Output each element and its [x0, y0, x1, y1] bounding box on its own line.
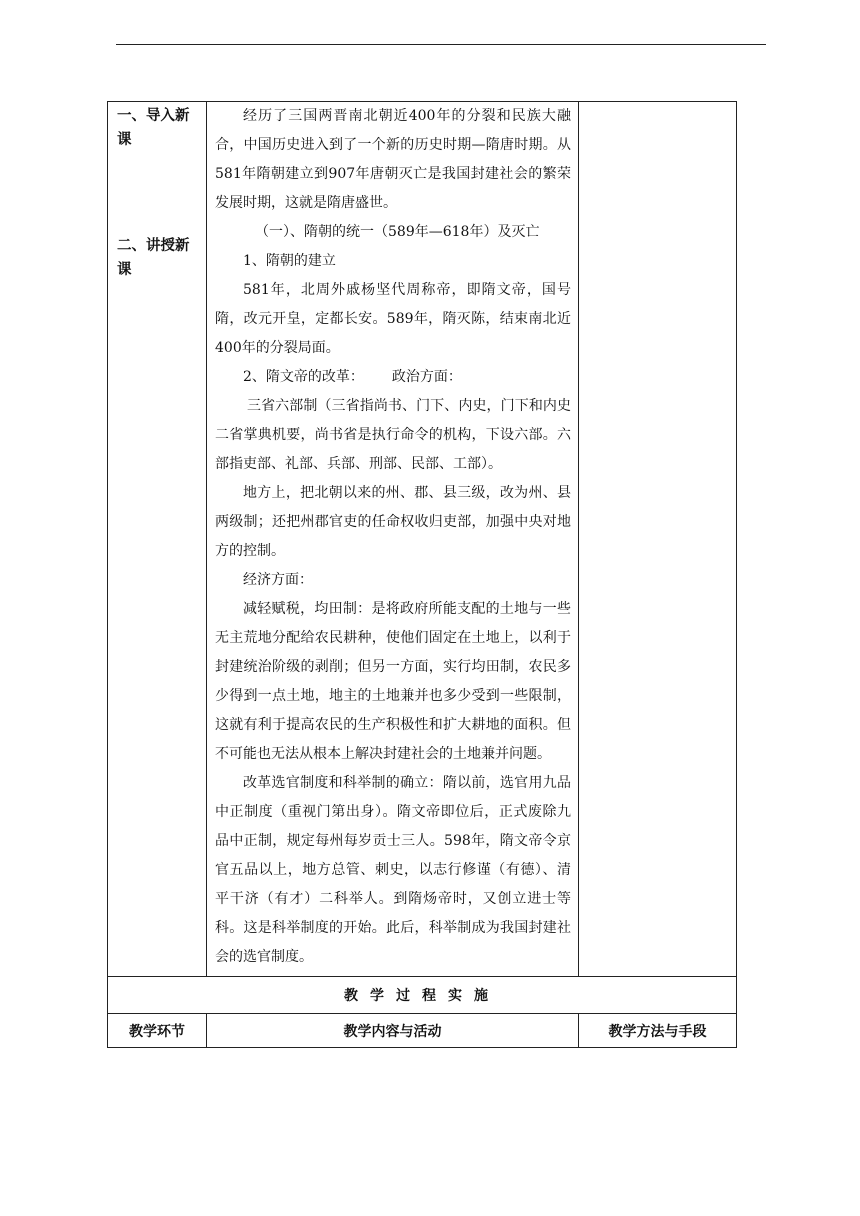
item-title: 2、隋文帝的改革： — [243, 369, 364, 385]
stage-intro: 一、导入新课 — [117, 108, 190, 148]
intro-paragraph: 经历了三国两晋南北朝近400年的分裂和民族大融合，中国历史进入到了一个新的历史时期—隋唐时期。从581年隋朝建立到907年唐朝灭亡是我国封建社会的繁荣发展时期，这就是隋唐盛世。 — [215, 108, 571, 211]
column-header-stage: 教学环节 — [108, 1014, 207, 1048]
body-paragraph: 减轻赋税，均田制：是将政府所能支配的土地与一些无主荒地分配给农民耕种，使他们固定在土地上，以利于封建统治阶级的剥削；但另一方面，实行均田制，农民多少得到一点土地，地主的土地兼并也多少受到一些限制，这就有利于提高农民的生产积极性和扩大耕地的面积。但不可能也无法从根本上解决封建社会的土地兼并问题。 — [215, 601, 571, 762]
table-row — [108, 102, 737, 977]
method-cell — [579, 102, 737, 977]
subsection-title: 政治方面： — [391, 369, 462, 385]
body-paragraph: 地方上，把北朝以来的州、郡、县三级，改为州、县两级制；还把州郡官吏的任命权收归吏部，加强中央对地方的控制。 — [215, 485, 571, 559]
stage-cell — [108, 102, 207, 977]
stage-lecture: 二、讲授新课 — [117, 238, 190, 278]
item-title: 1、隋朝的建立 — [243, 253, 336, 269]
table-row — [108, 977, 737, 1014]
table-row — [108, 1014, 737, 1048]
lesson-plan-table — [107, 101, 737, 1048]
process-header: 教学过程实施 — [108, 977, 737, 1014]
header-rule — [116, 44, 766, 45]
body-paragraph: 改革选官制度和科举制的确立：隋以前，选官用九品中正制度（重视门第出身）。隋文帝即位后，正式废除九品中正制，规定每州每岁贡士三人。598年，隋文帝令京官五品以上，地方总管、刺史，以志行修谨（有德）、清平干济（有才）二科举人。到隋炀帝时，又创立进士等科。这是科举制度的开始。此后，科举制成为我国封建社会的选官制度。 — [215, 775, 571, 965]
subsection-title: 经济方面： — [243, 572, 313, 588]
body-paragraph: 581年，北周外戚杨坚代周称帝，即隋文帝，国号隋，改元开皇，定都长安。589年，隋灭陈，结束南北近400年的分裂局面。 — [215, 282, 571, 356]
item-title-row — [215, 363, 571, 392]
section-title: （一）、隋朝的统一（589年—618年）及灭亡 — [255, 224, 540, 240]
column-header-method: 教学方法与手段 — [579, 1014, 737, 1048]
content-cell — [207, 102, 579, 977]
column-header-content: 教学内容与活动 — [207, 1014, 579, 1048]
body-paragraph: 三省六部制（三省指尚书、门下、内史，门下和内史二省掌典机要，尚书省是执行命令的机构，下设六部。六部指吏部、礼部、兵部、刑部、民部、工部）。 — [215, 398, 571, 472]
